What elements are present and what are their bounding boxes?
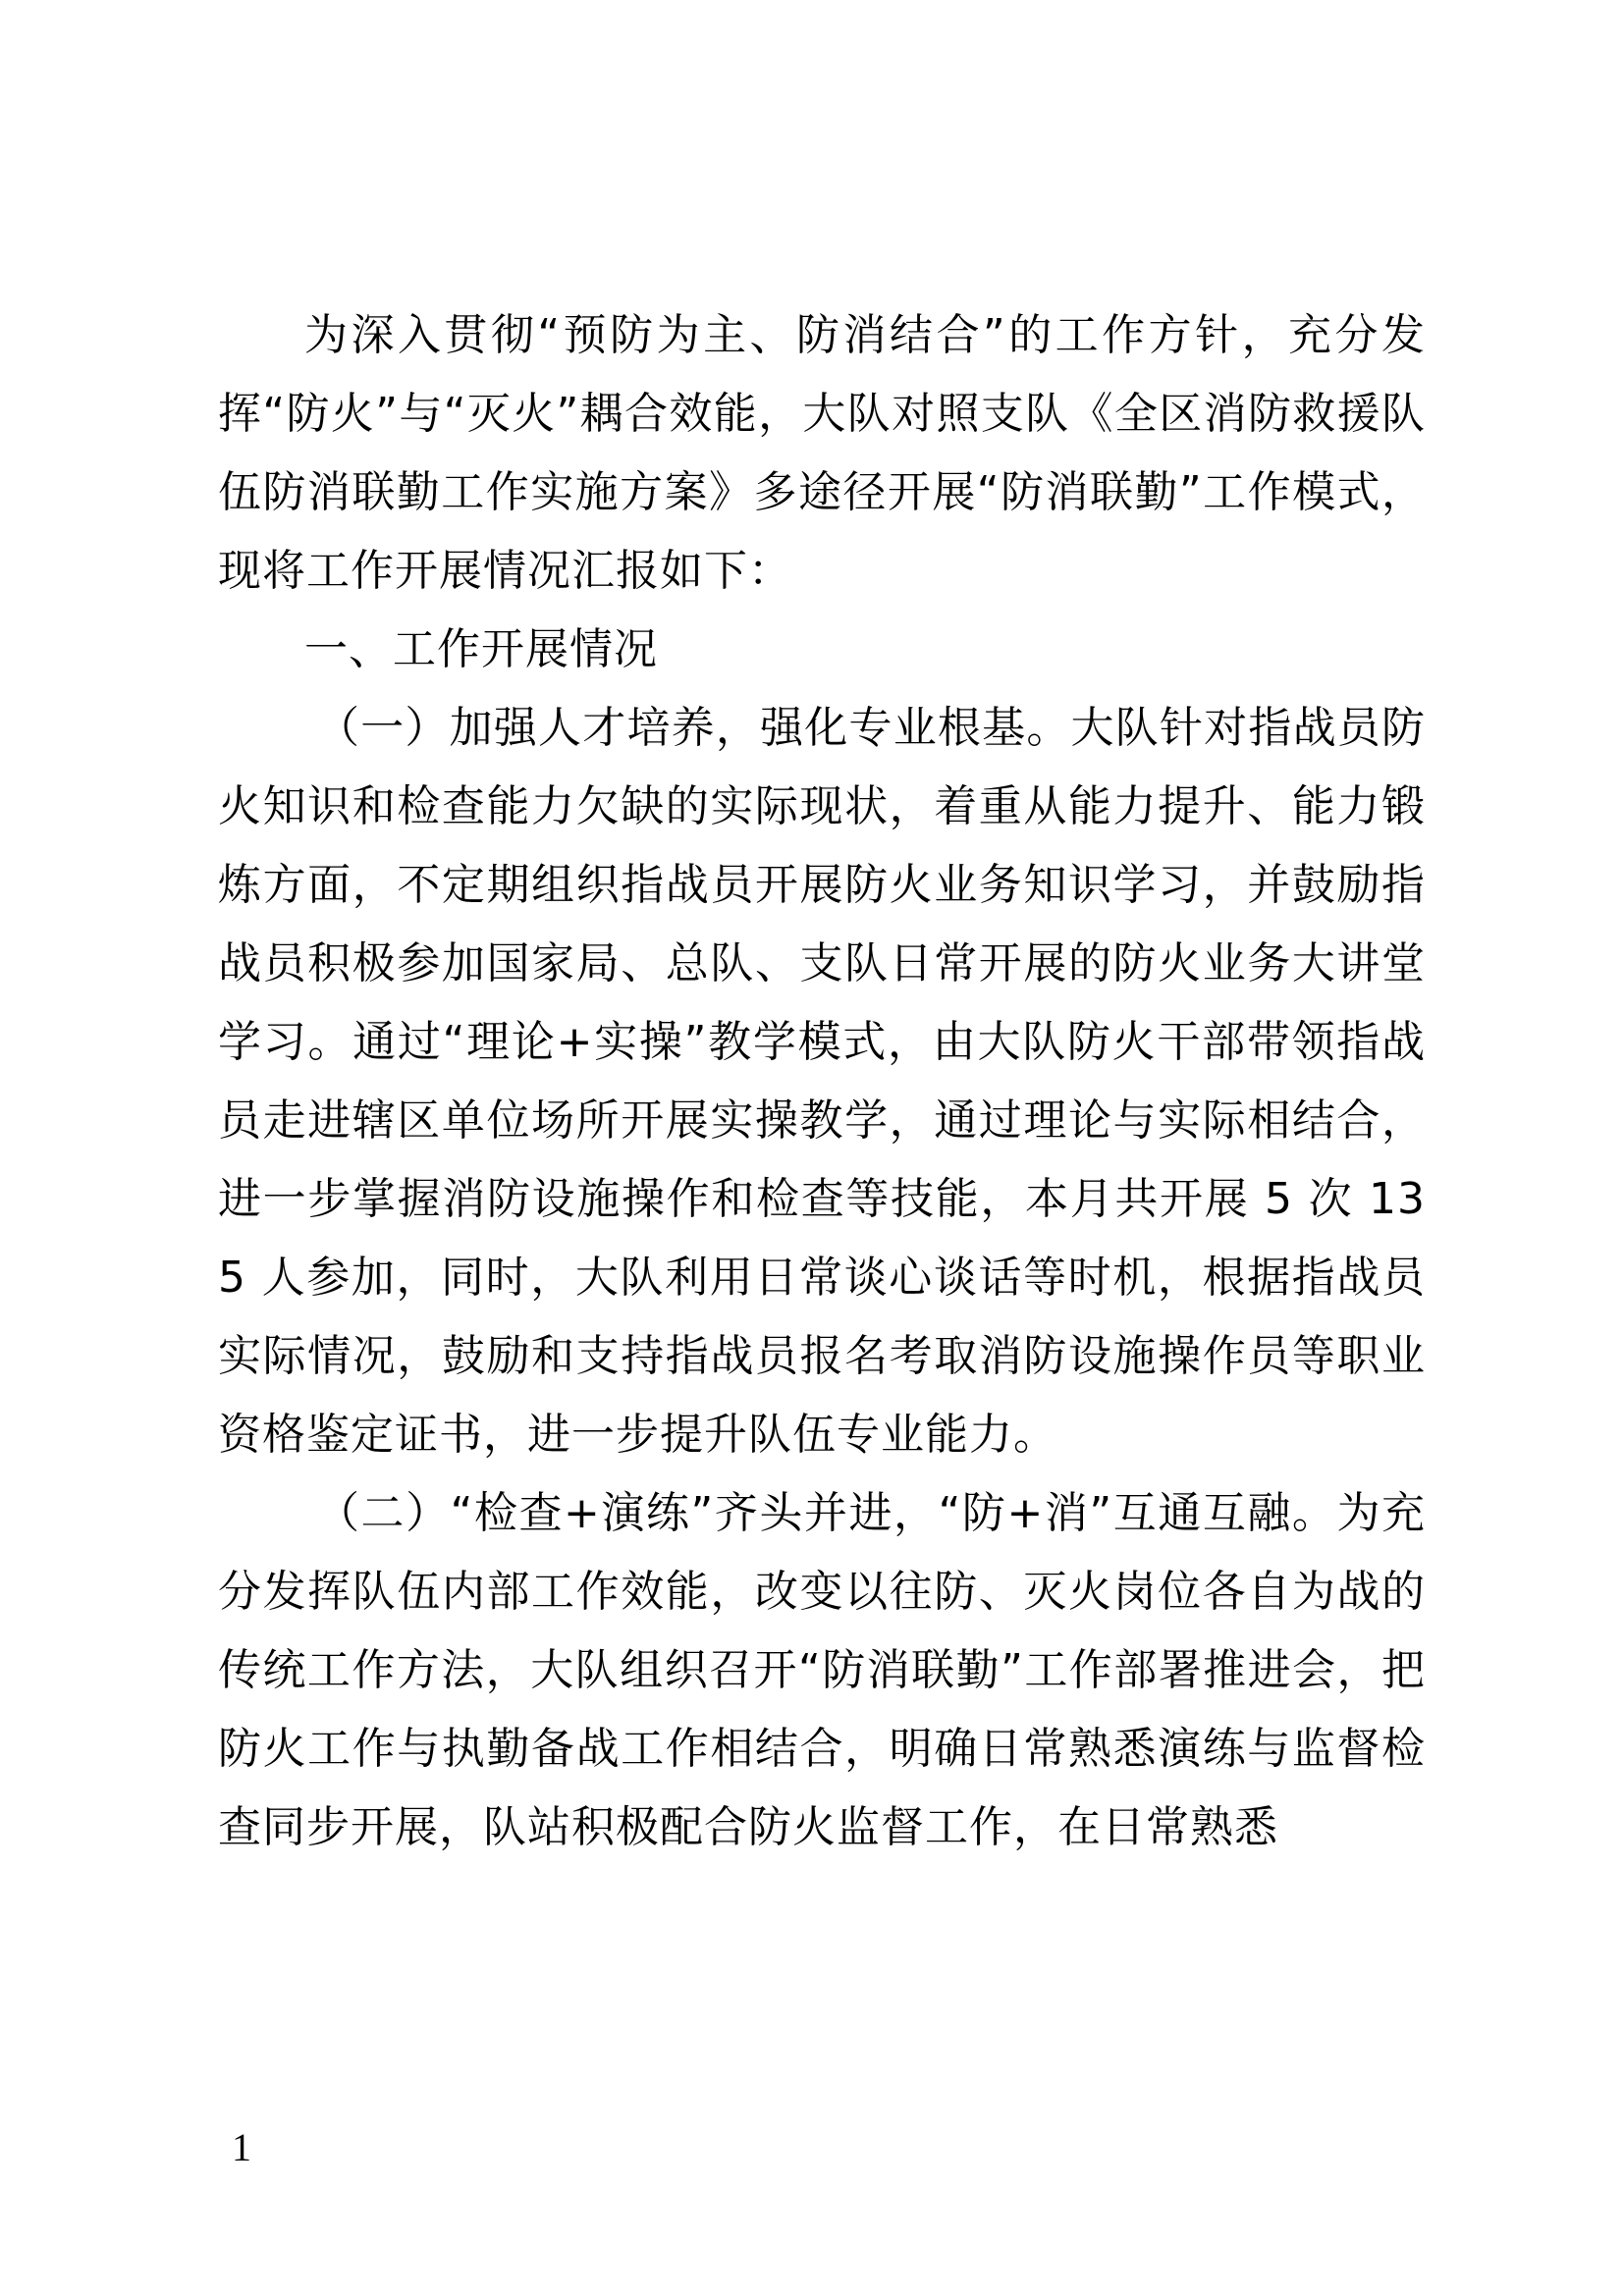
page-number: 1 bbox=[232, 2125, 251, 2169]
section-heading: 一、工作开展情况 bbox=[304, 624, 658, 674]
intro-paragraph: 为深入贯彻“预防为主、防消结合”的工作方针，充分发挥“防火”与“灭火”耦合效能，大队对照支队《全区消防救援队伍防消联勤工作实施方案》多途径开展“防消联勤”工作模式，现将工作开展情况汇报如下： bbox=[218, 310, 1426, 596]
body-text bbox=[218, 296, 1426, 1867]
subsection-paragraph-2: （二）“检查+演练”齐头并进，“防+消”互通互融。为充分发挥队伍内部工作效能，改变以往防、灭火岗位各自为战的传统工作方法，大队组织召开“防消联勤”工作部署推进会，把防火工作与执勤备战工作相结合，明确日常熟悉演练与监督检查同步开展，队站积极配合防火监督工作，在日常熟悉 bbox=[218, 1488, 1426, 1852]
subsection-paragraph-1: （一）加强人才培养，强化专业根基。大队针对指战员防火知识和检查能力欠缺的实际现状，着重从能力提升、能力锻炼方面，不定期组织指战员开展防火业务知识学习，并鼓励指战员积极参加国家局、总队、支队日常开展的防火业务大讲堂学习。通过“理论+实操”教学模式，由大队防火干部带领指战员走进辖区单位场所开展实操教学，通过理论与实际相结合，进一步掌握消防设施操作和检查等技能，本月共开展 5 次 135 人参加，同时，大队利用日常谈心谈话等时机，根据指战员实际情况，鼓励和支持指战员报名考取消防设施操作员等职业资格鉴定证书，进一步提升队伍专业能力。 bbox=[218, 703, 1426, 1460]
